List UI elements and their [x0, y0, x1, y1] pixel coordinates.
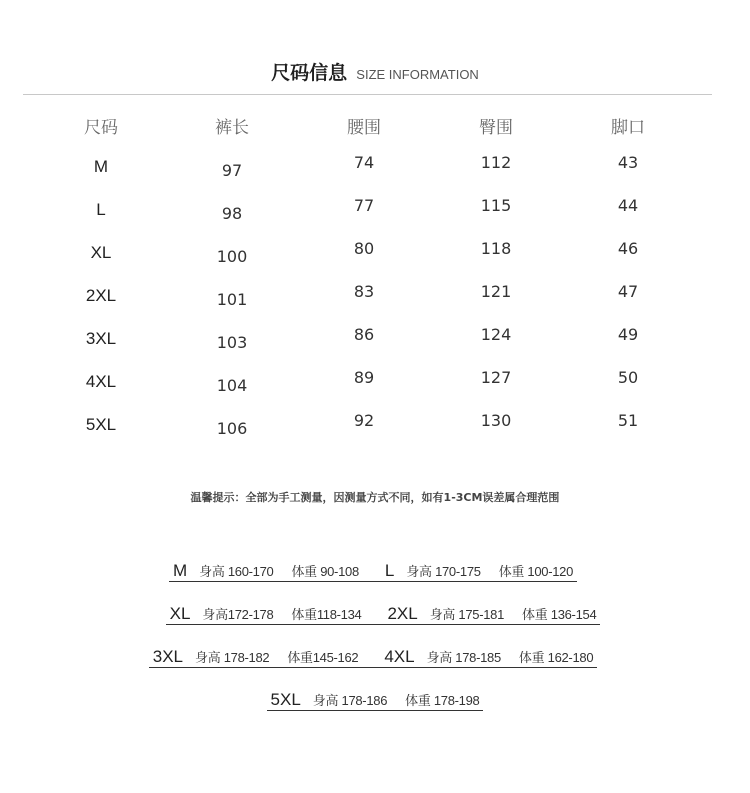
table-cell: 49 — [617, 325, 639, 344]
guide-weight: 体重 136-154 — [522, 607, 597, 622]
guide-weight: 体重 90-108 — [291, 564, 359, 579]
size-guide-row — [0, 561, 748, 582]
guide-weight: 体重 162-180 — [518, 650, 594, 665]
table-cell: 83 — [353, 282, 375, 301]
size-label: 4XL — [85, 372, 117, 391]
table-cell: 112 — [480, 153, 512, 172]
column-header: 裤长 — [215, 118, 249, 138]
size-label: XL — [90, 243, 112, 262]
page-title: 尺码信息 — [271, 62, 348, 84]
table-cell: 51 — [617, 411, 639, 430]
size-guide-underline — [149, 647, 598, 668]
guide-weight: 体重118-134 — [291, 607, 362, 622]
table-cell: 80 — [353, 239, 375, 258]
table-cell: 121 — [480, 282, 512, 301]
guide-weight: 体重 100-120 — [498, 564, 574, 579]
column-header: 尺码 — [84, 118, 118, 138]
table-cell: 86 — [353, 325, 375, 344]
guide-size-label: XL — [169, 604, 191, 623]
size-label: 5XL — [85, 415, 117, 434]
table-cell: 115 — [480, 196, 512, 215]
guide-height: 身高 170-175 — [406, 564, 481, 579]
size-guide-row — [0, 690, 750, 711]
table-cell: 97 — [221, 161, 243, 180]
table-cell: 50 — [617, 368, 639, 387]
table-cell: 44 — [617, 196, 639, 215]
guide-size-label: L — [384, 561, 395, 580]
guide-height: 身高 175-181 — [429, 607, 505, 622]
size-label: 2XL — [85, 286, 117, 305]
table-cell: 101 — [216, 290, 248, 309]
guide-size-label: 5XL — [270, 690, 301, 709]
guide-size-label: 2XL — [387, 604, 418, 623]
size-guide-underline — [267, 690, 484, 711]
size-guide-underline — [169, 561, 577, 582]
table-cell: 74 — [353, 153, 375, 172]
table-cell: 118 — [480, 239, 512, 258]
guide-height: 身高 160-170 — [199, 564, 274, 579]
table-cell: 89 — [353, 368, 375, 387]
measurement-note: 温馨提示：全部为手工测量，因测量方式不同，如有1-3CM误差属合理范围 — [190, 491, 560, 504]
table-cell: 106 — [216, 419, 248, 438]
guide-weight: 体重145-162 — [287, 650, 359, 665]
size-guide-row — [0, 647, 748, 668]
size-guide-row — [8, 604, 750, 625]
page-subtitle: SIZE INFORMATION — [356, 67, 479, 82]
guide-height: 身高 178-185 — [426, 650, 501, 665]
table-cell: 77 — [353, 196, 375, 215]
table-cell: 130 — [480, 411, 512, 430]
table-cell: 92 — [353, 411, 375, 430]
guide-height: 身高 178-186 — [312, 693, 388, 708]
column-header: 腰围 — [347, 118, 381, 138]
column-header: 臀围 — [479, 118, 513, 138]
guide-height: 身高 178-182 — [195, 650, 270, 665]
size-label: 3XL — [85, 329, 117, 348]
table-cell: 124 — [480, 325, 512, 344]
table-cell: 47 — [617, 282, 639, 301]
guide-weight: 体重 178-198 — [405, 693, 480, 708]
table-cell: 103 — [216, 333, 248, 352]
size-label: L — [96, 200, 106, 219]
guide-height: 身高172-178 — [202, 607, 274, 622]
guide-size-label: M — [172, 561, 188, 580]
table-cell: 43 — [617, 153, 639, 172]
guide-size-label: 4XL — [384, 647, 415, 666]
column-header: 脚口 — [611, 118, 645, 138]
size-label: M — [93, 157, 109, 176]
guide-size-label: 3XL — [152, 647, 183, 666]
table-cell: 100 — [216, 247, 248, 266]
table-cell: 104 — [216, 376, 248, 395]
table-cell: 46 — [617, 239, 639, 258]
table-cell: 127 — [480, 368, 512, 387]
table-cell: 98 — [221, 204, 243, 223]
size-guide-underline — [166, 604, 601, 625]
